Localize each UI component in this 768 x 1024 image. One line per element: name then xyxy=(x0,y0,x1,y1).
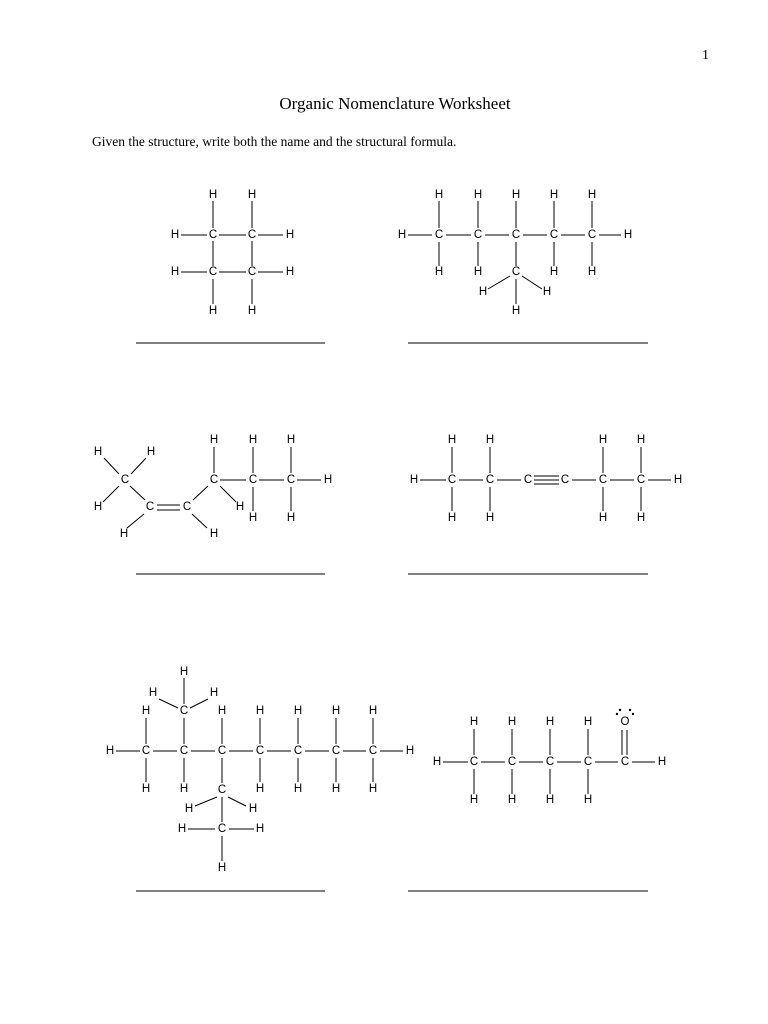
lone-pair-dot xyxy=(629,709,631,711)
atom-c: C xyxy=(217,784,227,796)
atom-h: H xyxy=(93,446,103,458)
atom-c: C xyxy=(248,474,258,486)
atom-c: C xyxy=(447,474,457,486)
atom-c: C xyxy=(145,501,155,513)
atom-c: C xyxy=(598,474,608,486)
atom-c: C xyxy=(286,474,296,486)
atom-h: H xyxy=(209,687,219,699)
atom-h: H xyxy=(248,512,258,524)
atom-o: O xyxy=(620,716,630,728)
atom-h: H xyxy=(447,512,457,524)
atom-c: C xyxy=(549,229,559,241)
atom-c: C xyxy=(587,229,597,241)
atom-c: C xyxy=(636,474,646,486)
atom-h: H xyxy=(247,305,257,317)
lone-pair-dot xyxy=(632,713,634,715)
atom-h: H xyxy=(141,783,151,795)
atom-h: H xyxy=(507,716,517,728)
atom-c: C xyxy=(247,229,257,241)
atom-h: H xyxy=(549,189,559,201)
atom-h: H xyxy=(473,266,483,278)
structure-2 xyxy=(398,189,648,343)
structure-4 xyxy=(408,434,682,574)
atom-h: H xyxy=(636,434,646,446)
instructions: Given the structure, write both the name and the structural formula. xyxy=(92,134,457,149)
atom-c: C xyxy=(560,474,570,486)
atom-h: H xyxy=(119,528,129,540)
atom-h: H xyxy=(235,501,245,513)
atom-h: H xyxy=(545,794,555,806)
atom-c: C xyxy=(485,474,495,486)
atom-c: C xyxy=(217,823,227,835)
atom-h: H xyxy=(248,434,258,446)
atom-h: H xyxy=(545,716,555,728)
atom-h: H xyxy=(141,705,151,717)
page-title: Organic Nomenclature Worksheet xyxy=(279,94,511,113)
atom-h: H xyxy=(170,266,180,278)
atom-c: C xyxy=(511,229,521,241)
atom-c: C xyxy=(141,745,151,757)
atom-c: C xyxy=(545,756,555,768)
atom-h: H xyxy=(405,745,415,757)
atom-h: H xyxy=(293,783,303,795)
atom-c: C xyxy=(179,705,189,717)
atom-h: H xyxy=(598,512,608,524)
atom-c: C xyxy=(511,266,521,278)
atom-h: H xyxy=(434,189,444,201)
atom-h: H xyxy=(285,229,295,241)
atom-h: H xyxy=(583,716,593,728)
atom-c: C xyxy=(247,266,257,278)
atom-c: C xyxy=(473,229,483,241)
atom-h: H xyxy=(323,474,333,486)
atom-h: H xyxy=(469,794,479,806)
page-number: 1 xyxy=(702,48,709,63)
atom-h: H xyxy=(473,189,483,201)
atom-h: H xyxy=(447,434,457,446)
atom-h: H xyxy=(587,189,597,201)
structure-6 xyxy=(405,709,667,891)
atom-h: H xyxy=(93,501,103,513)
atom-h: H xyxy=(673,474,683,486)
atom-h: H xyxy=(511,305,521,317)
atom-h: H xyxy=(208,305,218,317)
atom-c: C xyxy=(182,501,192,513)
atom-h: H xyxy=(217,705,227,717)
atom-c: C xyxy=(620,756,630,768)
atom-h: H xyxy=(179,666,189,678)
atom-c: C xyxy=(583,756,593,768)
atom-h: H xyxy=(507,794,517,806)
atom-c: C xyxy=(434,229,444,241)
atom-h: H xyxy=(587,266,597,278)
atom-h: H xyxy=(598,434,608,446)
atom-h: H xyxy=(368,705,378,717)
atom-c: C xyxy=(523,474,533,486)
atom-h: H xyxy=(409,474,419,486)
atom-h: H xyxy=(542,286,552,298)
atom-h: H xyxy=(286,512,296,524)
atom-c: C xyxy=(368,745,378,757)
atom-h: H xyxy=(478,286,488,298)
lone-pair-dot xyxy=(616,713,618,715)
atom-c: C xyxy=(255,745,265,757)
atom-c: C xyxy=(120,474,130,486)
atom-h: H xyxy=(657,756,667,768)
structure-3 xyxy=(94,434,332,574)
lone-pair-dot xyxy=(619,709,621,711)
atom-h: H xyxy=(209,528,219,540)
atom-c: C xyxy=(208,229,218,241)
atom-h: H xyxy=(636,512,646,524)
atom-h: H xyxy=(511,189,521,201)
atom-h: H xyxy=(177,823,187,835)
atom-h: H xyxy=(255,823,265,835)
atom-h: H xyxy=(105,745,115,757)
atom-h: H xyxy=(293,705,303,717)
atom-h: H xyxy=(331,705,341,717)
atom-h: H xyxy=(248,803,258,815)
atom-h: H xyxy=(285,266,295,278)
structure-5 xyxy=(106,666,414,891)
atom-h: H xyxy=(434,266,444,278)
atom-h: H xyxy=(397,229,407,241)
atom-c: C xyxy=(331,745,341,757)
atom-c: C xyxy=(208,266,218,278)
atom-h: H xyxy=(146,446,156,458)
atom-h: H xyxy=(432,756,442,768)
atom-h: H xyxy=(170,229,180,241)
atom-h: H xyxy=(179,783,189,795)
atom-h: H xyxy=(247,189,257,201)
structure-1 xyxy=(136,189,325,343)
atom-h: H xyxy=(217,862,227,874)
atom-h: H xyxy=(485,512,495,524)
atom-c: C xyxy=(209,474,219,486)
atom-h: H xyxy=(255,705,265,717)
atom-h: H xyxy=(286,434,296,446)
atom-h: H xyxy=(583,794,593,806)
atom-h: H xyxy=(368,783,378,795)
atom-h: H xyxy=(549,266,559,278)
atom-h: H xyxy=(209,434,219,446)
atom-h: H xyxy=(184,803,194,815)
atom-h: H xyxy=(331,783,341,795)
atom-h: H xyxy=(255,783,265,795)
atom-h: H xyxy=(208,189,218,201)
atom-h: H xyxy=(623,229,633,241)
atom-c: C xyxy=(217,745,227,757)
atom-c: C xyxy=(507,756,517,768)
atom-c: C xyxy=(469,756,479,768)
atom-c: C xyxy=(293,745,303,757)
atom-h: H xyxy=(148,687,158,699)
atom-h: H xyxy=(485,434,495,446)
atom-c: C xyxy=(179,745,189,757)
atom-h: H xyxy=(469,716,479,728)
